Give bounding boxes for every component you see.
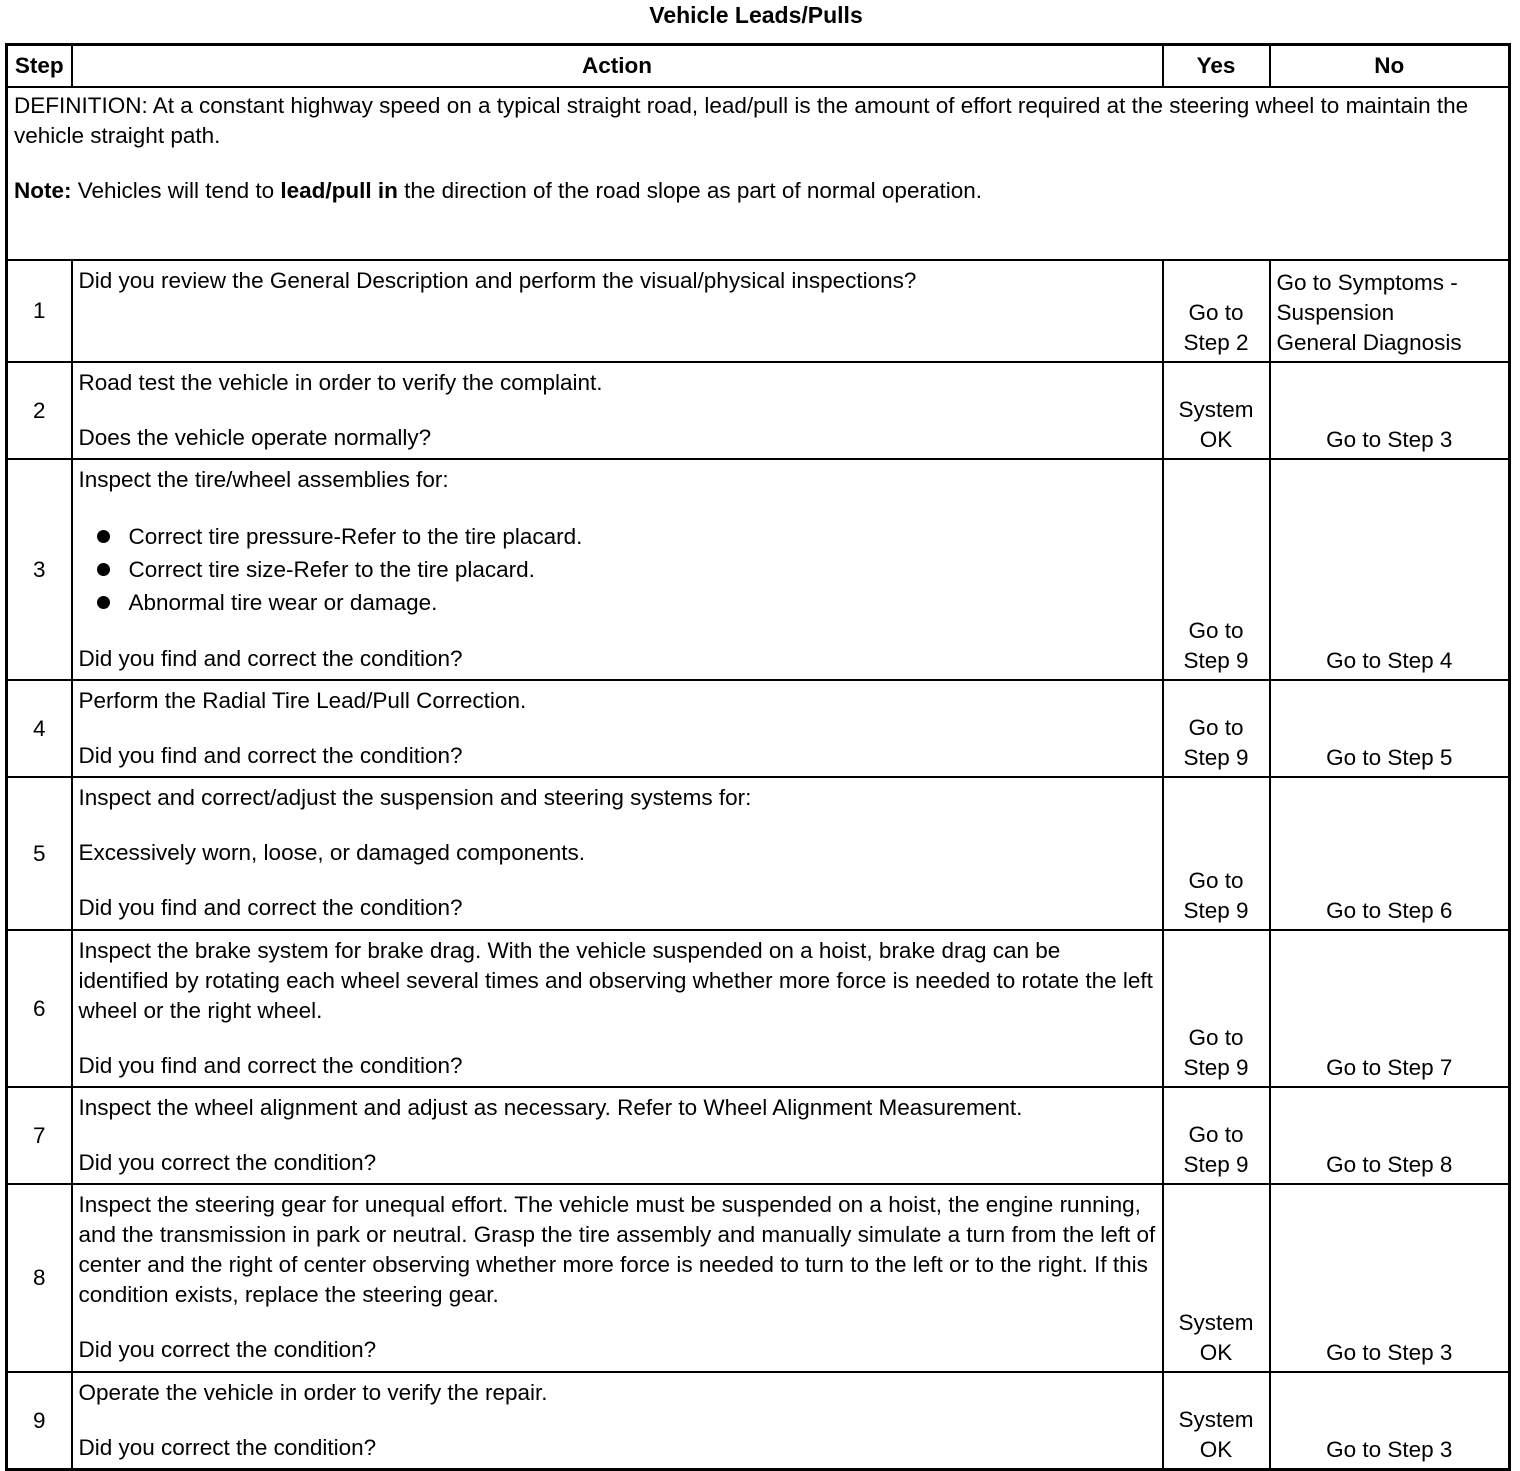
header-action: Action — [72, 45, 1163, 88]
list-item: Correct tire pressure-Refer to the tire placard. — [97, 520, 1156, 553]
step-number: 7 — [7, 1087, 72, 1184]
action-cell — [72, 459, 1163, 680]
action-question: Did you correct the condition? — [78, 1435, 377, 1460]
no-cell — [1270, 459, 1510, 680]
table-row — [7, 459, 1510, 680]
yes-text: Step 2 — [1183, 330, 1249, 355]
yes-text: System — [1178, 1310, 1254, 1335]
header-step: Step — [7, 45, 72, 88]
page-title: Vehicle Leads/Pulls — [649, 2, 863, 28]
no-text: General Diagnosis — [1276, 330, 1462, 355]
step-number: 6 — [7, 930, 72, 1087]
yes-cell — [1163, 930, 1270, 1087]
no-cell — [1270, 260, 1510, 362]
step-number: 1 — [7, 260, 72, 362]
note-emphasis: lead/pull in — [280, 178, 398, 203]
action-text: Operate the vehicle in order to verify the repair. — [78, 1380, 548, 1405]
table-row — [7, 1087, 1510, 1184]
yes-text: Go to — [1188, 1025, 1244, 1050]
yes-text: Go to — [1188, 1122, 1244, 1147]
yes-cell — [1163, 1087, 1270, 1184]
action-cell — [72, 1184, 1163, 1372]
action-cell — [72, 680, 1163, 777]
action-question: Did you correct the condition? — [78, 1150, 377, 1175]
yes-text: Step 9 — [1183, 648, 1249, 673]
no-cell — [1270, 362, 1510, 459]
yes-text: System — [1178, 397, 1254, 422]
note-text-a: Vehicles will tend to — [71, 178, 281, 203]
table-row — [7, 362, 1510, 459]
yes-cell — [1163, 1372, 1270, 1470]
step-number: 2 — [7, 362, 72, 459]
definition-row — [7, 87, 1510, 260]
yes-text: Step 9 — [1183, 898, 1249, 923]
action-question: Did you find and correct the condition? — [78, 895, 463, 920]
header-no: No — [1270, 45, 1510, 88]
table-row — [7, 260, 1510, 362]
yes-cell — [1163, 362, 1270, 459]
yes-text: Go to — [1188, 868, 1244, 893]
action-cell — [72, 1372, 1163, 1470]
action-cell — [72, 1087, 1163, 1184]
action-cell — [72, 930, 1163, 1087]
table-row — [7, 777, 1510, 930]
action-text: Inspect the tire/wheel assemblies for: — [78, 467, 449, 492]
no-text: Go to Step 3 — [1326, 427, 1453, 452]
yes-text: OK — [1199, 427, 1233, 452]
yes-cell — [1163, 260, 1270, 362]
action-text: Perform the Radial Tire Lead/Pull Correction. — [78, 688, 527, 713]
no-text: Go to Step 8 — [1326, 1152, 1453, 1177]
step-number: 4 — [7, 680, 72, 777]
definition-cell — [7, 87, 1510, 260]
yes-text: Step 9 — [1183, 1055, 1249, 1080]
note-text — [14, 176, 1502, 206]
bullet-icon — [97, 530, 110, 543]
list-item: Correct tire size-Refer to the tire placard. — [97, 553, 1156, 586]
action-cell — [72, 777, 1163, 930]
yes-text: Go to — [1188, 300, 1244, 325]
action-cell — [72, 260, 1163, 362]
no-cell — [1270, 1184, 1510, 1372]
step-number: 9 — [7, 1372, 72, 1470]
action-text: Excessively worn, loose, or damaged components. — [78, 840, 586, 865]
yes-cell — [1163, 777, 1270, 930]
action-question: Does the vehicle operate normally? — [78, 425, 432, 450]
header-yes: Yes — [1163, 45, 1270, 88]
bullet-icon — [97, 596, 110, 609]
no-text: Go to Step 6 — [1326, 898, 1453, 923]
yes-text: System — [1178, 1407, 1254, 1432]
action-text: Did you review the General Description and perform the visual/physical inspections? — [78, 268, 917, 293]
no-cell — [1270, 777, 1510, 930]
no-cell — [1270, 1372, 1510, 1470]
table-row — [7, 1372, 1510, 1470]
yes-cell — [1163, 680, 1270, 777]
table-row — [7, 680, 1510, 777]
action-question: Did you correct the condition? — [78, 1337, 377, 1362]
no-text: Go to Step 3 — [1326, 1437, 1453, 1462]
no-cell — [1270, 1087, 1510, 1184]
no-text: Go to Symptoms - — [1276, 270, 1458, 295]
action-question: Did you find and correct the condition? — [78, 743, 463, 768]
definition-text: DEFINITION: At a constant highway speed on a typical straight road, lead/pull is the amount of effort required at the steering wheel to maintain the vehicle straight path. — [14, 93, 1469, 148]
note-label: Note: — [14, 178, 72, 203]
action-text: Inspect and correct/adjust the suspension and steering systems for: — [78, 785, 752, 810]
table-header-row — [7, 45, 1510, 88]
yes-cell — [1163, 459, 1270, 680]
step-number: 8 — [7, 1184, 72, 1372]
action-question: Did you find and correct the condition? — [78, 1053, 463, 1078]
action-question: Did you find and correct the condition? — [78, 646, 463, 671]
table-row — [7, 1184, 1510, 1372]
no-cell — [1270, 680, 1510, 777]
no-text: Go to Step 4 — [1326, 648, 1453, 673]
no-text: Go to Step 7 — [1326, 1055, 1453, 1080]
yes-text: OK — [1199, 1340, 1233, 1365]
step-number: 5 — [7, 777, 72, 930]
bullet-icon — [97, 563, 110, 576]
table-row — [7, 930, 1510, 1087]
yes-text: Step 9 — [1183, 745, 1249, 770]
note-text-b: the direction of the road slope as part of normal operation. — [397, 178, 982, 203]
no-text: Go to Step 3 — [1326, 1340, 1453, 1365]
yes-text: Go to — [1188, 618, 1244, 643]
yes-text: Go to — [1188, 715, 1244, 740]
action-text: Inspect the brake system for brake drag. With the vehicle suspended on a hoist, brake drag can be identified by rotating each wheel several times and observing whether more force is needed to rotate the left wheel or the right wheel. — [78, 938, 1153, 1023]
list-item: Abnormal tire wear or damage. — [97, 586, 1156, 619]
action-text: Inspect the steering gear for unequal effort. The vehicle must be suspended on a hoist, the engine running, and the transmission in park or neutral. Grasp the tire assembly and manually simulate a turn from the left of center and the right of center observing whether more force is needed to turn to the left or to the right. If this condition exists, replace the steering gear. — [78, 1192, 1156, 1307]
bullet-list — [79, 520, 1156, 619]
step-number: 3 — [7, 459, 72, 680]
action-text: Road test the vehicle in order to verify the complaint. — [78, 370, 603, 395]
action-text: Inspect the wheel alignment and adjust as necessary. Refer to Wheel Alignment Measurement. — [78, 1095, 1023, 1120]
no-cell — [1270, 930, 1510, 1087]
diagnostic-table — [5, 43, 1511, 1471]
yes-text: Step 9 — [1183, 1152, 1249, 1177]
yes-cell — [1163, 1184, 1270, 1372]
action-cell — [72, 362, 1163, 459]
no-text: Go to Step 5 — [1326, 745, 1453, 770]
yes-text: OK — [1199, 1437, 1233, 1462]
no-text: Suspension — [1276, 300, 1395, 325]
